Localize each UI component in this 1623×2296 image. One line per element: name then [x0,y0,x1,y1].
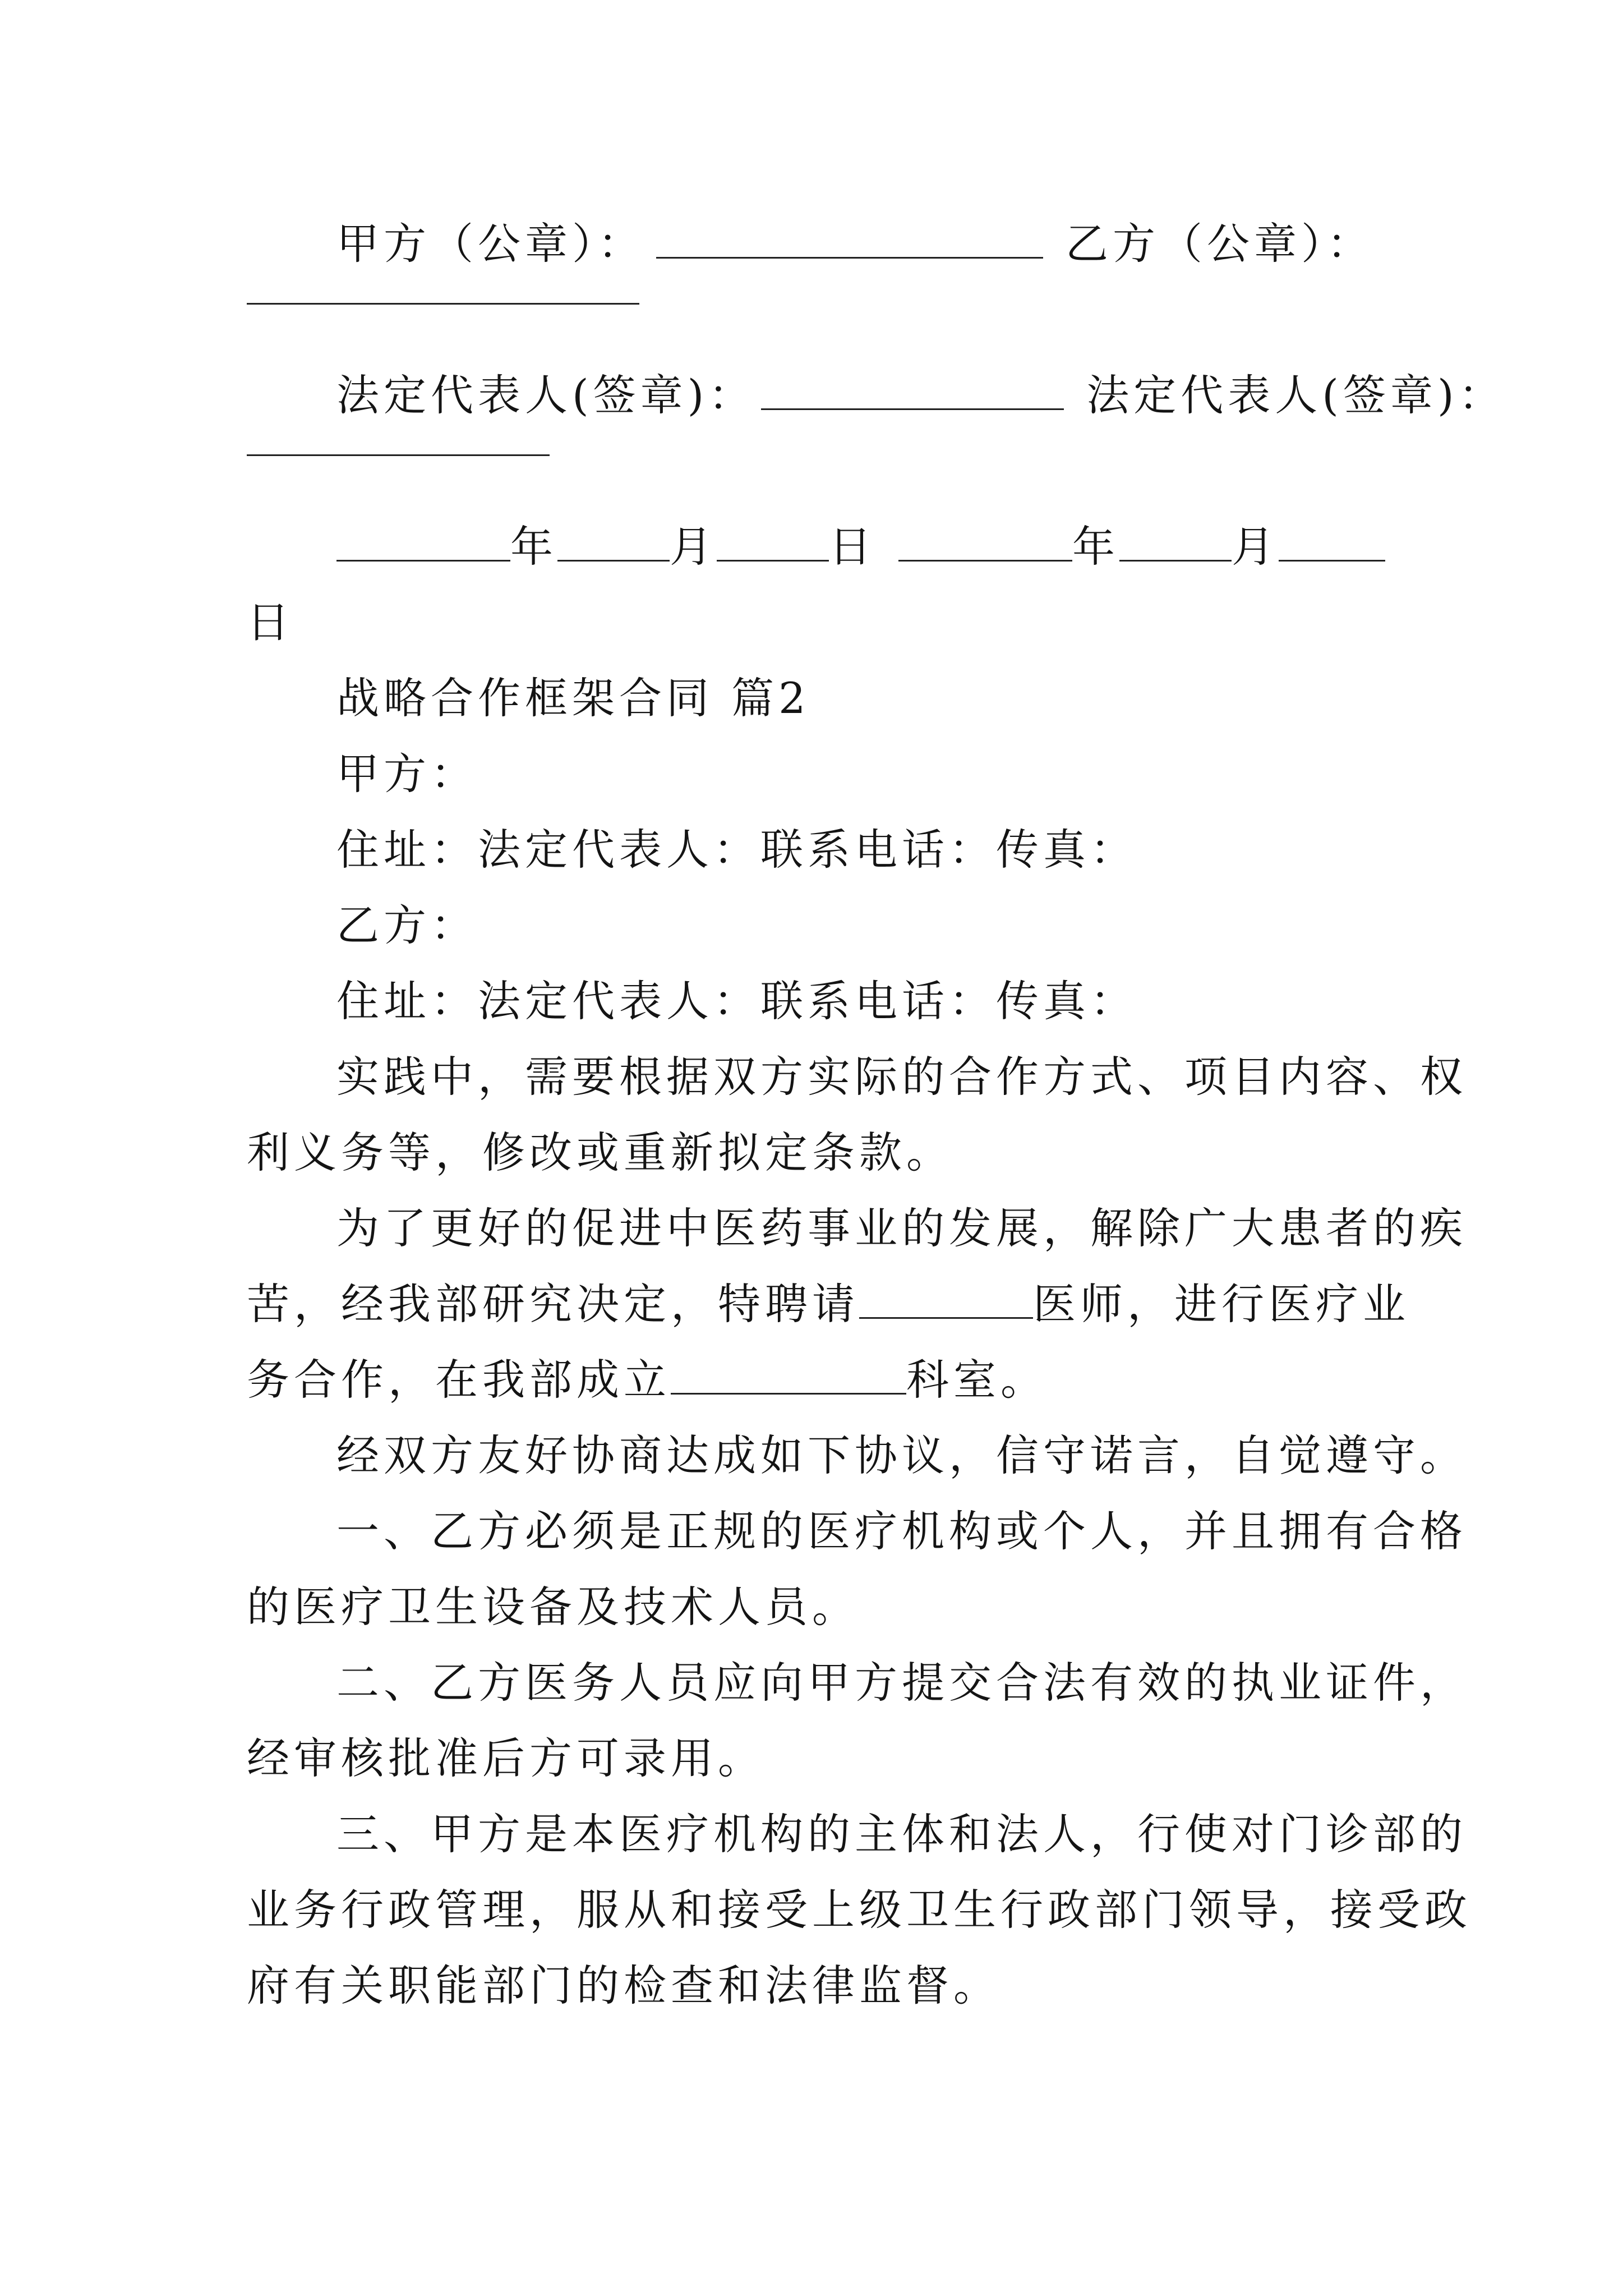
signature-row-rep [336,367,1506,424]
date-a-year: 年 [510,522,557,572]
date-a-day: 日 [829,522,876,572]
date-a-month-blank [557,526,670,562]
paragraph-1-line-2: 利义务等，修改或重新拟定条款。 [247,1128,953,1177]
paragraph-3: 经双方友好协商达成如下协议，信守诺言，自觉遵守。 [336,1430,1467,1480]
paragraph-2-line-3 [247,1352,1048,1408]
party-a-seal-label: 甲方（公章）： [336,219,645,269]
clause-2-line-1: 二、乙方医务人员应向甲方提交合法有效的执业证件， [336,1658,1467,1708]
signature-row-date [336,519,1385,575]
clause-3-line-3: 府有关职能部门的检查和法律监督。 [247,1961,1000,2010]
clause-3-line-1: 三、甲方是本医疗机构的主体和法人，行使对门诊部的 [336,1809,1467,1859]
doctor-name-blank [859,1283,1033,1319]
section-title: 战略合作框架合同 篇2 [336,673,810,723]
party-b-label: 乙方： [336,900,478,950]
date-b-day: 日 [247,597,294,647]
paragraph-1-line-1: 实践中，需要根据双方实际的合作方式、项目内容、权 [336,1052,1467,1102]
paragraph-2-line-1: 为了更好的促进中医药事业的发展，解除广大患者的疾 [336,1203,1467,1253]
party-b-info: 住址：法定代表人：联系电话：传真： [336,976,1137,1026]
clause-1-line-1: 一、乙方必须是正规的医疗机构或个人，并且拥有合格 [336,1506,1467,1556]
signature-row-seal [336,216,1374,272]
department-name-blank [671,1359,906,1395]
party-b-seal-label: 乙方（公章）： [1066,219,1374,269]
clause-1-line-2: 的医疗卫生设备及技术人员。 [247,1582,859,1632]
paragraph-2-line-2-end: 医师，进行医疗业 [1033,1279,1410,1329]
clause-2-line-2: 经审核批准后方可录用。 [247,1733,765,1783]
date-b-month-blank [1119,526,1232,562]
paragraph-2-line-3-end: 科室。 [906,1355,1048,1405]
date-b-day-blank [1279,526,1385,562]
clause-3-line-2: 业务行政管理，服从和接受上级卫生行政部门领导，接受政 [247,1885,1472,1935]
date-b-year-blank [898,526,1072,562]
party-a-seal-blank [656,223,1043,259]
party-a-rep-label: 法定代表人(签章)： [336,370,756,420]
paragraph-2-line-3-start: 务合作，在我部成立 [247,1355,671,1405]
party-a-info: 住址：法定代表人：联系电话：传真： [336,825,1137,875]
date-a-day-blank [717,526,829,562]
party-b-seal-blank [247,303,639,305]
date-a-year-blank [336,526,510,562]
date-a-month: 月 [670,522,717,572]
paragraph-2-line-2 [247,1276,1410,1332]
date-b-month: 月 [1232,522,1279,572]
date-b-year: 年 [1072,522,1119,572]
party-a-rep-blank [761,375,1064,410]
party-b-rep-blank [247,454,550,456]
party-b-rep-label: 法定代表人(签章)： [1086,370,1506,420]
party-a-label: 甲方： [336,749,478,799]
paragraph-2-line-2-start: 苦，经我部研究决定，特聘请 [247,1279,859,1329]
